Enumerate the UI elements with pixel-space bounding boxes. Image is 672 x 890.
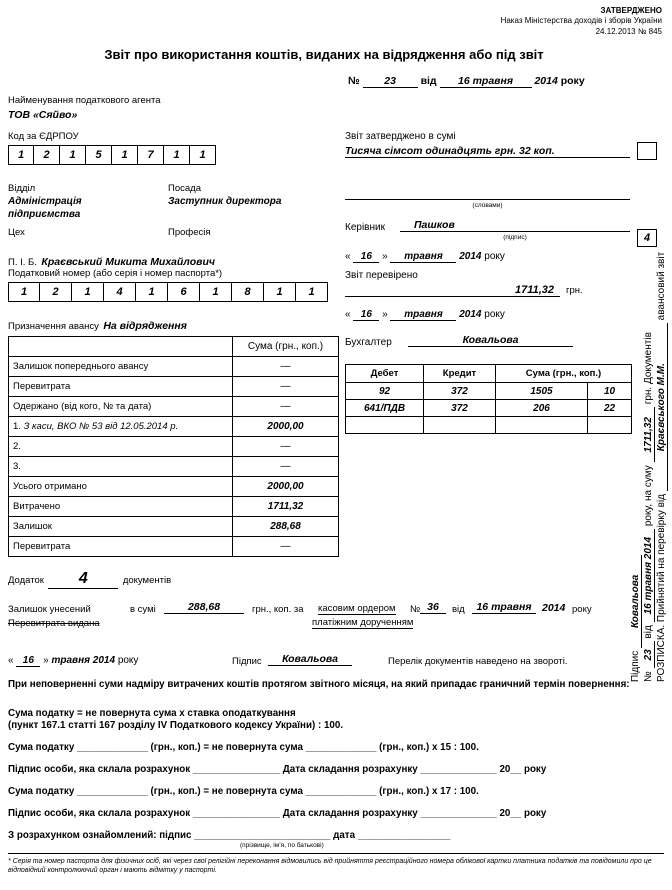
strip-documents-count-box[interactable]: 4 <box>637 229 657 247</box>
strip-l3-value[interactable]: Ковальова <box>630 555 642 648</box>
row-num: 3. <box>13 461 21 472</box>
approval-order-number: 24.12.2013 № 845 <box>595 26 662 36</box>
sign-year[interactable]: 2014 <box>92 655 116 666</box>
posting-kredit[interactable]: 372 <box>424 400 496 417</box>
checked-date-line <box>345 309 505 321</box>
taxnum-boxes <box>8 282 328 302</box>
posting-header-suma: Сума (грн., коп.) <box>496 365 632 383</box>
documents-note: Перелік документів наведено на звороті. <box>388 656 568 667</box>
row-label: Залишок <box>9 517 233 537</box>
checked-hrn-label: грн. <box>566 285 583 296</box>
row-label: Усього отримано <box>9 477 233 497</box>
row-label: Перевитрата <box>9 537 233 557</box>
strip-l1-name[interactable]: Краєвського М.М. <box>656 323 668 491</box>
attachment-line <box>8 570 171 589</box>
approve-month[interactable]: травня <box>390 251 456 263</box>
row-label <box>9 437 233 457</box>
strip-l1-pre: РОЗПИСКА. Прийнятий на перевірку від <box>656 491 667 682</box>
amounts-header-empty <box>9 337 233 357</box>
posting-header-debet: Дебет <box>346 365 424 383</box>
pib-label: П. І. Б. <box>8 257 37 268</box>
strip-l3-label: Підпис <box>630 647 641 682</box>
edrpou-digit-cell[interactable]: 5 <box>86 145 112 165</box>
table-row <box>9 517 339 537</box>
pib-value[interactable]: Краєвський Микита Михайлович <box>41 256 215 268</box>
strip-l2-date[interactable]: 16 травня 2014 <box>643 529 655 622</box>
edrpou-digit-cell[interactable]: 1 <box>60 145 86 165</box>
table-row <box>9 397 339 417</box>
taxnum-digit-cell[interactable]: 8 <box>232 282 264 302</box>
settlement-option1-top: Залишок унесений <box>8 604 91 615</box>
approved-sum-words[interactable]: Тисяча сімсот одинадцять грн. 32 коп. <box>345 145 630 158</box>
row-label: Витрачено <box>9 497 233 517</box>
settlement-hrnkop-label: грн., коп. за <box>252 604 304 615</box>
strip-box-1[interactable] <box>637 142 657 160</box>
table-row <box>9 537 339 557</box>
row-value[interactable]: — <box>233 357 339 377</box>
checked-label: Звіт перевірено <box>345 270 418 281</box>
row-value[interactable]: 1711,32 <box>233 497 339 517</box>
settlement-option2-bottom: платіжним дорученням <box>312 617 414 628</box>
approve-date-line <box>345 251 505 263</box>
row-value[interactable]: — <box>233 397 339 417</box>
footnote-text: * Серія та номер паспорта для фізичних осіб, які через свої релігійні переконання відмовились від прийняття реєстраційного номера облікової картки платника податків та повідомили про це відповідний контролюючий орган і мають відмітку у паспорті. <box>8 858 652 875</box>
dept-label: Відділ <box>8 183 36 194</box>
taxnum-digit-cell[interactable]: 1 <box>136 282 168 302</box>
posting-kop[interactable] <box>588 417 632 434</box>
edrpou-digit-cell[interactable]: 1 <box>190 145 216 165</box>
signature-hint: (підпис) <box>503 234 527 241</box>
row-value[interactable]: 288,68 <box>233 517 339 537</box>
sum-words-blank-line[interactable] <box>345 188 630 200</box>
edrpou-boxes <box>8 145 216 165</box>
settlement-year-value[interactable]: 2014 <box>542 602 566 614</box>
posting-debet[interactable] <box>346 417 424 434</box>
attachment-pre: Додаток <box>8 575 44 586</box>
taxnum-digit-cell[interactable]: 6 <box>168 282 200 302</box>
strip-l2-no-value[interactable]: 23 <box>643 641 655 668</box>
signature-label: Підпис <box>232 656 262 667</box>
penalty-sign-line-1: Підпис особи, яка склала розрахунок ________________ Дата складання розрахунку ______________ 20__ року <box>8 764 547 775</box>
settlement-roku-label: року <box>572 604 592 615</box>
penalty-line-17: Сума податку _____________ (грн., коп.) = не повернута сума _____________ (грн., коп.) х 17 : 100. <box>8 786 479 797</box>
quote-close: » <box>382 309 388 320</box>
sign-roku: року <box>117 655 139 666</box>
sign-month[interactable]: травня <box>51 655 90 666</box>
dept-value[interactable]: Адміністрація підприємства <box>8 196 82 220</box>
taxnum-digit-cell[interactable]: 1 <box>72 282 104 302</box>
position-value[interactable]: Заступник директора <box>168 196 282 207</box>
taxnum-digit-cell[interactable]: 2 <box>40 282 72 302</box>
attachment-count[interactable]: 4 <box>48 570 118 589</box>
settlement-insum-label: в сумі <box>130 604 156 615</box>
acknowledged-line: З розрахунком ознайомлений: підпис _________________________ дата _________________ <box>8 830 451 841</box>
receipt-strip-line-3 <box>630 555 642 682</box>
row-value[interactable]: — <box>233 437 339 457</box>
approve-year[interactable]: 2014 <box>459 251 482 262</box>
position-label: Посада <box>168 183 201 194</box>
attachment-post: документів <box>122 575 172 586</box>
checked-year[interactable]: 2014 <box>459 309 482 320</box>
agent-name-label: Найменування податкового агента <box>8 95 161 106</box>
doc-number-line <box>348 75 585 88</box>
edrpou-digit-cell[interactable]: 1 <box>8 145 34 165</box>
date-signature-line <box>8 655 138 667</box>
settlement-option1-bottom: Перевитрата видана <box>8 618 100 629</box>
settlement-date-value[interactable]: 16 травня <box>472 601 536 614</box>
doc-roku-label: року <box>560 75 585 87</box>
table-row <box>9 417 339 437</box>
row-value[interactable]: 2000,00 <box>233 477 339 497</box>
row-value[interactable]: — <box>233 537 339 557</box>
doc-vid-label: від <box>420 75 437 87</box>
approved-sum-label: Звіт затверджено в сумі <box>345 131 456 142</box>
checked-sum-value[interactable]: 1711,32 <box>515 284 554 296</box>
row-label: Одержано (від кого, № та дата) <box>9 397 233 417</box>
strip-l2-hrn: грн. Документів <box>643 332 654 408</box>
approve-roku: року <box>484 251 505 262</box>
receipt-strip-line-1 <box>656 252 668 682</box>
table-row <box>9 497 339 517</box>
penalty-line-15: Сума податку _____________ (грн., коп.) = не повернута сума _____________ (грн., коп.) х 15 : 100. <box>8 742 479 753</box>
accountant-value[interactable]: Ковальова <box>408 334 573 347</box>
table-row <box>9 477 339 497</box>
posting-table <box>345 364 632 434</box>
footnote-divider <box>8 853 664 854</box>
advance-line <box>8 316 187 334</box>
settlement-no-label: № <box>410 604 421 615</box>
profession-label: Професія <box>168 227 211 238</box>
posting-hrn[interactable] <box>496 417 588 434</box>
table-row <box>346 400 632 417</box>
doc-no-value[interactable]: 23 <box>363 75 418 88</box>
acknowledged-hint: (прізвище, ім’я, по батькові) <box>240 842 324 849</box>
settlement-vid-label: від <box>452 604 465 615</box>
amounts-table <box>8 336 339 557</box>
table-row <box>346 365 632 383</box>
shop-label: Цех <box>8 227 25 238</box>
approval-approved-label: ЗАТВЕРДЖЕНО <box>600 6 662 15</box>
taxnum-digit-cell[interactable]: 1 <box>8 282 40 302</box>
row-label <box>9 457 233 477</box>
strip-l2-roku: року, <box>643 501 654 529</box>
strip-l2-sum[interactable]: 1711,32 <box>643 407 655 462</box>
taxnum-digit-cell[interactable]: 1 <box>296 282 328 302</box>
table-row <box>9 377 339 397</box>
table-row <box>346 383 632 400</box>
words-hint: (словами) <box>472 202 503 209</box>
sign-day[interactable]: 16 <box>16 655 40 667</box>
table-row <box>9 357 339 377</box>
quote-open: « <box>8 655 14 666</box>
taxnum-digit-cell[interactable]: 4 <box>104 282 136 302</box>
posting-kredit[interactable] <box>424 417 496 434</box>
advance-value[interactable]: На відрядження <box>103 320 187 332</box>
approval-block <box>501 6 662 37</box>
amounts-header-sum: Сума (грн., коп.) <box>233 337 339 357</box>
row-value[interactable]: — <box>233 377 339 397</box>
row-num: 2. <box>13 441 21 452</box>
posting-hrn[interactable]: 206 <box>496 400 588 417</box>
edrpou-digit-cell[interactable]: 2 <box>34 145 60 165</box>
taxnum-digit-cell[interactable]: 1 <box>200 282 232 302</box>
posting-header-kredit: Кредит <box>424 365 496 383</box>
posting-kredit[interactable]: 372 <box>424 383 496 400</box>
checked-month[interactable]: травня <box>390 309 456 321</box>
table-row <box>9 337 339 357</box>
settlement-no-value[interactable]: 36 <box>420 601 446 614</box>
posting-kop[interactable]: 22 <box>588 400 632 417</box>
row-text[interactable]: З каси, ВКО № 53 від 12.05.2014 р. <box>23 421 179 432</box>
strip-l2-nasumu: на суму <box>643 462 654 501</box>
row-value[interactable]: — <box>233 457 339 477</box>
edrpou-digit-cell[interactable]: 1 <box>164 145 190 165</box>
penalty-formula-2: (пункт 167.1 статті 167 розділу IV Податкового кодексу України) : 100. <box>8 720 344 731</box>
edrpou-digit-cell[interactable]: 1 <box>112 145 138 165</box>
doc-date-value[interactable]: 16 травня <box>440 75 532 88</box>
receipt-strip-line-2 <box>643 332 655 682</box>
taxnum-label: Податковий номер (або серія і номер паспорта*) <box>8 268 223 279</box>
row-label: Перевитрата <box>9 377 233 397</box>
strip-l2-no: № <box>643 668 654 682</box>
edrpou-label: Код за ЄДРПОУ <box>8 131 79 142</box>
form-title: Звіт про використання коштів, виданих на відрядження або під звіт <box>104 47 544 62</box>
approve-day[interactable]: 16 <box>353 251 379 263</box>
taxnum-digit-cell[interactable]: 1 <box>264 282 296 302</box>
quote-open: « <box>345 309 351 320</box>
penalty-intro: При неповерненні суми надміру витрачених коштів протягом звітного місяця, на який припадає граничний термін повернення: <box>8 679 630 690</box>
posting-kop[interactable]: 10 <box>588 383 632 400</box>
posting-debet[interactable]: 641/ПДВ <box>346 400 424 417</box>
posting-hrn[interactable]: 1505 <box>496 383 588 400</box>
settlement-sum-value[interactable]: 288,68 <box>164 601 244 614</box>
doc-no-label: № <box>348 75 360 87</box>
quote-open: « <box>345 251 351 262</box>
head-value[interactable]: Пашков <box>400 219 630 232</box>
table-row <box>9 437 339 457</box>
penalty-sign-line-2: Підпис особи, яка склала розрахунок ________________ Дата складання розрахунку ______________ 20__ року <box>8 808 547 819</box>
approval-order-text: Наказ Міністерства доходів і зборів України <box>500 16 662 26</box>
checked-sum-line <box>345 280 560 297</box>
strip-l2-vid: від <box>643 622 654 642</box>
row-value[interactable]: 2000,00 <box>233 417 339 437</box>
posting-debet[interactable]: 92 <box>346 383 424 400</box>
edrpou-digit-cell[interactable]: 7 <box>138 145 164 165</box>
signature-value[interactable]: Ковальова <box>268 653 352 666</box>
penalty-formula-1: Сума податку = не повернута сума х ставка оподаткування <box>8 708 296 719</box>
table-row <box>346 417 632 434</box>
checked-day[interactable]: 16 <box>353 309 379 321</box>
quote-close: » <box>382 251 388 262</box>
row-num: 1. <box>13 421 21 432</box>
quote-close: » <box>43 655 49 666</box>
settlement-option2-top: касовим ордером <box>318 603 396 614</box>
head-label: Керівник <box>345 222 385 233</box>
strip-l1-post: авансовий звіт <box>656 251 667 324</box>
row-label: Залишок попереднього авансу <box>9 357 233 377</box>
doc-year-value[interactable]: 2014 <box>534 75 558 87</box>
accountant-label: Бухгалтер <box>345 337 392 348</box>
row-label <box>9 417 233 437</box>
table-row <box>9 457 339 477</box>
checked-roku: року <box>484 309 505 320</box>
agent-name-value[interactable]: ТОВ «Сяйво» <box>8 109 78 121</box>
advance-label: Призначення авансу <box>8 321 99 332</box>
